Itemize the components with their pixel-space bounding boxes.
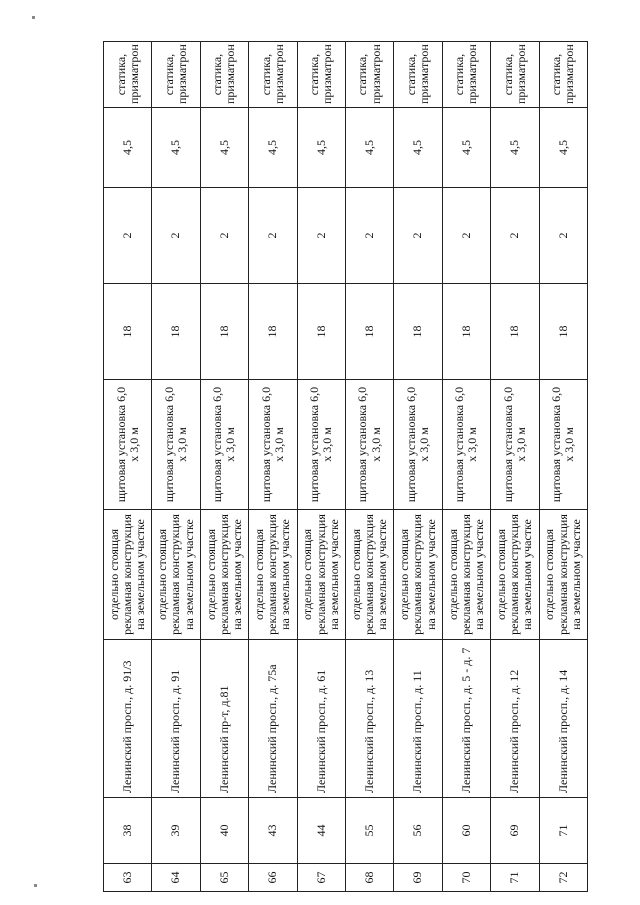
scan-mark — [34, 884, 37, 887]
address-cell: Ленинский просп., д. 13 — [345, 640, 393, 798]
address-cell: Ленинский просп., д. 75а — [249, 640, 297, 798]
kind-cell: статика, призматрон — [104, 42, 152, 108]
structure-type-cell: отдельно стоящая рекламная конструкция на земельном участке — [200, 510, 248, 640]
sides-cell: 2 — [442, 188, 490, 284]
kind-cell: статика, призматрон — [152, 42, 200, 108]
area-cell: 18 — [249, 284, 297, 380]
kind-cell: статика, призматрон — [442, 42, 490, 108]
row-number-cell: 71 — [491, 864, 539, 892]
structure-id-cell: 71 — [539, 798, 587, 864]
row-number-cell: 70 — [442, 864, 490, 892]
height-cell: 4,5 — [152, 108, 200, 188]
advertising-structures-table — [103, 41, 588, 892]
kind-cell: статика, призматрон — [297, 42, 345, 108]
area-cell: 18 — [345, 284, 393, 380]
format-cell: щитовая установка 6,0 х 3,0 м — [394, 380, 442, 510]
height-cell: 4,5 — [394, 108, 442, 188]
format-cell: щитовая установка 6,0 х 3,0 м — [345, 380, 393, 510]
format-cell: щитовая установка 6,0 х 3,0 м — [152, 380, 200, 510]
height-cell: 4,5 — [491, 108, 539, 188]
table-body — [104, 42, 588, 892]
address-cell: Ленинский просп., д. 61 — [297, 640, 345, 798]
area-cell: 18 — [394, 284, 442, 380]
table-row — [345, 42, 393, 892]
table-row — [249, 42, 297, 892]
table-row — [394, 42, 442, 892]
structure-type-cell: отдельно стоящая рекламная конструкция на земельном участке — [249, 510, 297, 640]
area-cell: 18 — [297, 284, 345, 380]
structure-type-cell: отдельно стоящая рекламная конструкция на земельном участке — [297, 510, 345, 640]
row-number-cell: 64 — [152, 864, 200, 892]
sides-cell: 2 — [491, 188, 539, 284]
area-cell: 18 — [104, 284, 152, 380]
sides-cell: 2 — [249, 188, 297, 284]
kind-cell: статика, призматрон — [249, 42, 297, 108]
address-cell: Ленинский просп., д. 14 — [539, 640, 587, 798]
structure-id-cell: 43 — [249, 798, 297, 864]
row-number-cell: 63 — [104, 864, 152, 892]
area-cell: 18 — [491, 284, 539, 380]
structure-type-cell: отдельно стоящая рекламная конструкция на земельном участке — [491, 510, 539, 640]
rotated-table-wrapper — [103, 42, 588, 892]
kind-cell: статика, призматрон — [345, 42, 393, 108]
height-cell: 4,5 — [200, 108, 248, 188]
table-row — [491, 42, 539, 892]
format-cell: щитовая установка 6,0 х 3,0 м — [442, 380, 490, 510]
table-row — [297, 42, 345, 892]
height-cell: 4,5 — [297, 108, 345, 188]
table-row — [442, 42, 490, 892]
row-number-cell: 65 — [200, 864, 248, 892]
structure-id-cell: 60 — [442, 798, 490, 864]
table-row — [539, 42, 587, 892]
structure-type-cell: отдельно стоящая рекламная конструкция на земельном участке — [394, 510, 442, 640]
format-cell: щитовая установка 6,0 х 3,0 м — [539, 380, 587, 510]
sides-cell: 2 — [200, 188, 248, 284]
address-cell: Ленинский просп., д. 12 — [491, 640, 539, 798]
structure-id-cell: 55 — [345, 798, 393, 864]
sides-cell: 2 — [345, 188, 393, 284]
row-number-cell: 66 — [249, 864, 297, 892]
sides-cell: 2 — [152, 188, 200, 284]
structure-id-cell: 38 — [104, 798, 152, 864]
row-number-cell: 69 — [394, 864, 442, 892]
kind-cell: статика, призматрон — [200, 42, 248, 108]
sides-cell: 2 — [394, 188, 442, 284]
structure-id-cell: 69 — [491, 798, 539, 864]
address-cell: Ленинский просп., д. 11 — [394, 640, 442, 798]
table-row — [104, 42, 152, 892]
height-cell: 4,5 — [442, 108, 490, 188]
height-cell: 4,5 — [539, 108, 587, 188]
scan-mark — [32, 16, 35, 19]
kind-cell: статика, призматрон — [394, 42, 442, 108]
structure-type-cell: отдельно стоящая рекламная конструкция на земельном участке — [539, 510, 587, 640]
structure-type-cell: отдельно стоящая рекламная конструкция на земельном участке — [152, 510, 200, 640]
format-cell: щитовая установка 6,0 х 3,0 м — [491, 380, 539, 510]
area-cell: 18 — [442, 284, 490, 380]
structure-id-cell: 39 — [152, 798, 200, 864]
format-cell: щитовая установка 6,0 х 3,0 м — [200, 380, 248, 510]
structure-type-cell: отдельно стоящая рекламная конструкция на земельном участке — [104, 510, 152, 640]
sides-cell: 2 — [539, 188, 587, 284]
structure-type-cell: отдельно стоящая рекламная конструкция на земельном участке — [345, 510, 393, 640]
sides-cell: 2 — [297, 188, 345, 284]
format-cell: щитовая установка 6,0 х 3,0 м — [104, 380, 152, 510]
format-cell: щитовая установка 6,0 х 3,0 м — [249, 380, 297, 510]
height-cell: 4,5 — [249, 108, 297, 188]
row-number-cell: 68 — [345, 864, 393, 892]
structure-id-cell: 44 — [297, 798, 345, 864]
height-cell: 4,5 — [104, 108, 152, 188]
address-cell: Ленинский просп., д. 91/3 — [104, 640, 152, 798]
area-cell: 18 — [200, 284, 248, 380]
row-number-cell: 67 — [297, 864, 345, 892]
height-cell: 4,5 — [345, 108, 393, 188]
structure-id-cell: 40 — [200, 798, 248, 864]
sides-cell: 2 — [104, 188, 152, 284]
address-cell: Ленинский пр-т, д.81 — [200, 640, 248, 798]
kind-cell: статика, призматрон — [539, 42, 587, 108]
area-cell: 18 — [152, 284, 200, 380]
area-cell: 18 — [539, 284, 587, 380]
table-row — [152, 42, 200, 892]
row-number-cell: 72 — [539, 864, 587, 892]
table-row — [200, 42, 248, 892]
structure-type-cell: отдельно стоящая рекламная конструкция на земельном участке — [442, 510, 490, 640]
format-cell: щитовая установка 6,0 х 3,0 м — [297, 380, 345, 510]
structure-id-cell: 56 — [394, 798, 442, 864]
kind-cell: статика, призматрон — [491, 42, 539, 108]
address-cell: Ленинский просп., д. 91 — [152, 640, 200, 798]
address-cell: Ленинский просп., д. 5 - д. 7 — [442, 640, 490, 798]
